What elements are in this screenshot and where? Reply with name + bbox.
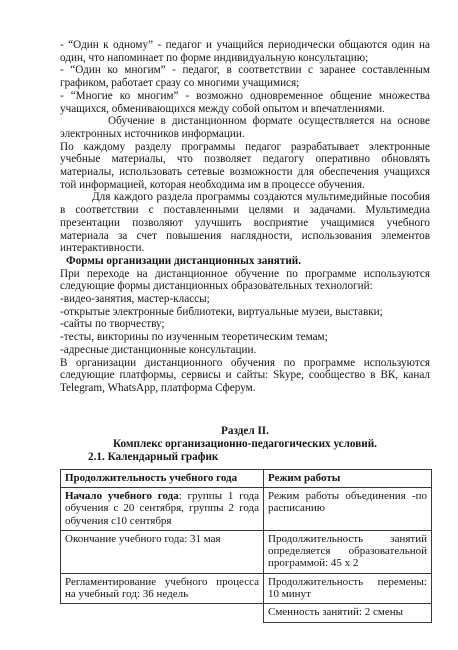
table-row [61, 573, 432, 604]
section-title: Раздел II. [221, 424, 269, 437]
forms-list-item: -видео-занятия, мастер-классы; [60, 293, 210, 306]
calendar-schedule-table [60, 469, 432, 623]
calendar-heading: 2.1. Календарный график [88, 450, 219, 463]
forms-list-item: -открытые электронные библиотеки, виртуальные музеи, выставки; [60, 305, 383, 318]
cell-year-start [61, 487, 264, 530]
cell-break-duration: Продолжительность перемены: 10 минут [264, 573, 432, 604]
header-work-mode: Режим работы [264, 469, 432, 487]
cell-work-mode: Режим работы объединения -по расписанию [264, 487, 432, 530]
document-body [60, 39, 430, 623]
intro-item-many-to-many: - “Многие ко многим” - возможно одновременное общение множества учащихся, обменивающихся между собой опытом и впечатлениями. [60, 89, 430, 115]
header-year-duration: Продолжительность учебного года [61, 469, 264, 487]
cell-empty [61, 604, 264, 622]
year-start-label: Начало учебного года [65, 489, 179, 502]
forms-list-item: -тесты, викторины по изученным теоретическим темам; [60, 331, 328, 344]
cell-shifts: Сменность занятий: 2 смены [264, 604, 432, 622]
paragraph-multimedia: Для каждого раздела программы создаются мультимедийные пособия в соответствии с поставленными целями и задачами. Мультимедиа презентации позволяют улучшить восприятие учащимися учебного материала за счет повышения наглядности, использования элементов интерактивности. [60, 191, 430, 255]
section-subtitle: Комплекс организационно-педагогических условий. [113, 437, 377, 450]
paragraph-platforms: В организации дистанционного обучения по программе используются следующие платформы, сервисы и сайты: Skype, сообщество в ВК, канал Telegram, WhatsApp, платформа Сферум. [60, 356, 430, 394]
forms-intro: При переходе на дистанционное обучение по программе используются следующие формы дистанционных образовательных технологий: [60, 267, 430, 293]
cell-lesson-duration: Продолжительность занятий определяется образовательной программой: 45 х 2 [264, 530, 432, 573]
intro-item-one-to-one: - “Один к одному” - педагог и учащийся периодически общаются один на один, что напоминает по форме индивидуальную консультацию; [60, 39, 430, 64]
paragraph-distance-format: Обучение в дистанционном формате осуществляется на основе электронных источников информации. [60, 115, 430, 140]
table-header-row [61, 469, 432, 487]
forms-list-item: -сайты по творчеству; [60, 318, 165, 331]
table-row [61, 530, 432, 573]
forms-list-item: -адресные дистанционные консультации. [60, 343, 257, 356]
table-row [61, 487, 432, 530]
table-row [61, 604, 432, 622]
intro-item-one-to-many: - “Один ко многим” - педагог, в соответствии с заранее составленным графиком, работает сразу со многими учащимися; [60, 64, 430, 90]
paragraph-electronic-materials: По каждому разделу программы педагог разрабатывает электронные учебные материалы, что позволяет педагогу оперативно обновлять материалы, использовать сетевые возможности для обеспечения учащихся той информацией, которая необходима им в процессе обучения. [60, 140, 430, 191]
forms-heading: Формы организации дистанционных занятий. [66, 254, 302, 267]
year-start-value: : группы 1 года обучения с 20 сентября, группы 2 года обучения с10 сентября [65, 489, 259, 527]
cell-regulation: Регламентирование учебного процесса на учебный год: 36 недель [61, 573, 264, 604]
cell-year-end: Окончание учебного года: 31 мая [61, 530, 264, 573]
section-header [60, 425, 430, 464]
